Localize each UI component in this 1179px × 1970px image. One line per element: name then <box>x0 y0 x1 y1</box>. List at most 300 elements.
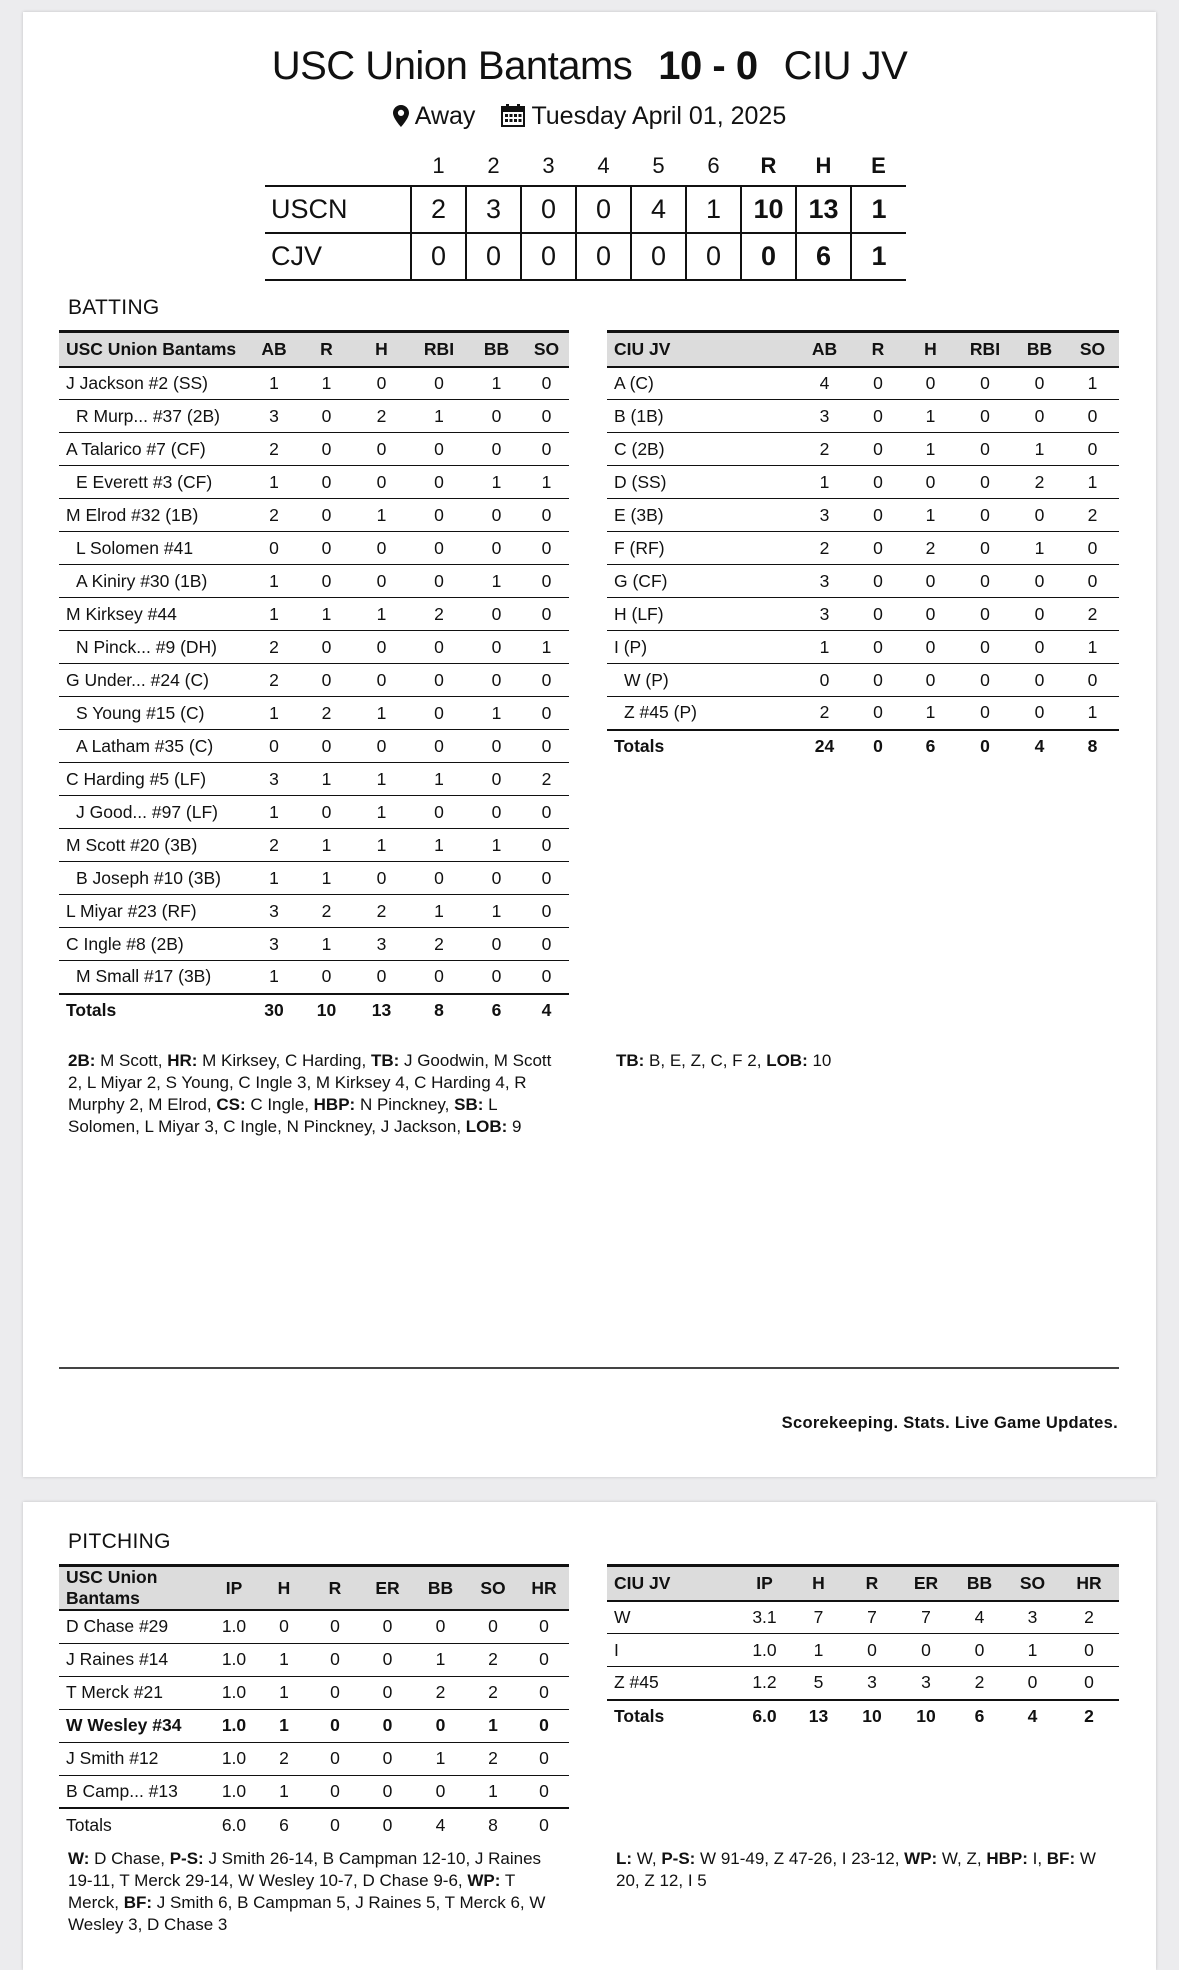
column-header: IP <box>737 1566 792 1601</box>
total-cell: 8 <box>467 1808 519 1841</box>
table-row <box>59 1742 569 1775</box>
table-row <box>607 664 1119 697</box>
stat-cell: 0 <box>354 532 409 565</box>
stat-cell: 1 <box>1066 367 1119 400</box>
stat-cell: 0 <box>354 433 409 466</box>
stat-cell: 0 <box>249 532 299 565</box>
stat-cell: 1 <box>249 598 299 631</box>
stat-cell: 0 <box>299 664 354 697</box>
stat-cell: 2 <box>249 433 299 466</box>
total-cell: 6 <box>259 1808 309 1841</box>
stat-cell: 1 <box>1013 532 1066 565</box>
stat-cell: 2 <box>414 1676 467 1709</box>
stat-cell: 0 <box>1066 400 1119 433</box>
table-row <box>59 928 569 961</box>
table-row <box>59 499 569 532</box>
stat-cell: 1 <box>409 829 469 862</box>
table-row <box>59 664 569 697</box>
player-name: W (P) <box>607 664 797 697</box>
linescore-cell: 1 <box>851 233 906 280</box>
stat-cell: 0 <box>469 400 524 433</box>
column-header: USC Union Bantams <box>59 332 249 367</box>
stat-cell: 1 <box>904 400 957 433</box>
total-cell: 13 <box>354 994 409 1027</box>
stat-cell: 1 <box>469 565 524 598</box>
player-name: A Latham #35 (C) <box>59 730 249 763</box>
stat-cell: 0 <box>1059 1667 1119 1700</box>
pitching-card <box>23 1502 1156 1970</box>
stat-cell: 0 <box>524 532 569 565</box>
total-cell: 0 <box>852 730 904 763</box>
player-name: B Camp... #13 <box>59 1775 209 1808</box>
stat-cell: 0 <box>1013 400 1066 433</box>
stat-cell: 2 <box>904 532 957 565</box>
player-name: H (LF) <box>607 598 797 631</box>
stat-cell: 5 <box>792 1667 845 1700</box>
stat-cell: 0 <box>1066 565 1119 598</box>
column-header: CIU JV <box>607 1566 737 1601</box>
stat-cell: 0 <box>1059 1634 1119 1667</box>
stat-cell: 1 <box>469 697 524 730</box>
stat-cell: 1 <box>797 466 852 499</box>
stat-cell: 0 <box>957 565 1013 598</box>
stat-cell: 7 <box>899 1601 953 1634</box>
column-header: R <box>852 332 904 367</box>
table-row <box>607 565 1119 598</box>
stat-cell: 0 <box>904 598 957 631</box>
stat-cell: 1 <box>249 466 299 499</box>
stat-cell: 0 <box>299 466 354 499</box>
stat-cell: 2 <box>1066 499 1119 532</box>
stat-cell: 0 <box>414 1775 467 1808</box>
table-row <box>59 895 569 928</box>
game-location: Away <box>414 102 476 130</box>
stat-cell: 1 <box>299 598 354 631</box>
total-cell: 30 <box>249 994 299 1027</box>
stat-cell: 1 <box>469 895 524 928</box>
stat-cell: 1 <box>249 367 299 400</box>
stat-cell: 0 <box>361 1610 414 1643</box>
table-row <box>607 499 1119 532</box>
stat-cell: 0 <box>309 1775 361 1808</box>
away-batting-notes: TB: B, E, Z, C, F 2, LOB: 10 <box>616 1051 832 1070</box>
player-name: M Kirksey #44 <box>59 598 249 631</box>
stat-cell: 0 <box>354 367 409 400</box>
stat-cell: 0 <box>524 829 569 862</box>
total-cell: 13 <box>792 1700 845 1733</box>
stat-cell: 0 <box>797 664 852 697</box>
stat-cell: 1.0 <box>209 1676 259 1709</box>
home-batting-notes: 2B: M Scott, HR: M Kirksey, C Harding, TB: J Goodwin, M Scott 2, L Miyar 2, S Young, C Ingle 3, M Kirksey 4, C Harding 4, R Murphy 2, M Elrod, CS: C Ingle, HBP: N Pinckney, SB: L Solomen, L Miyar 3, C Ingle, N Pinckney, J Jackson, LOB: 9 <box>68 1051 552 1136</box>
stat-cell: 0 <box>1066 532 1119 565</box>
table-row <box>607 631 1119 664</box>
stat-cell: 1.0 <box>209 1643 259 1676</box>
total-cell: 10 <box>845 1700 899 1733</box>
table-row <box>607 367 1119 400</box>
stat-cell: 1 <box>259 1643 309 1676</box>
player-name: T Merck #21 <box>59 1676 209 1709</box>
stat-cell: 0 <box>524 499 569 532</box>
stat-cell: 0 <box>249 730 299 763</box>
stat-cell: 1 <box>904 433 957 466</box>
stat-cell: 1.0 <box>209 1742 259 1775</box>
stat-cell: 0 <box>409 499 469 532</box>
stat-cell: 0 <box>299 400 354 433</box>
stat-cell: 0 <box>524 433 569 466</box>
stat-cell: 2 <box>249 664 299 697</box>
stat-cell: 0 <box>957 433 1013 466</box>
column-header: R <box>309 1566 361 1611</box>
stat-cell: 1 <box>299 829 354 862</box>
player-name: J Smith #12 <box>59 1742 209 1775</box>
stat-cell: 1 <box>1066 631 1119 664</box>
table-row <box>59 631 569 664</box>
stat-cell: 0 <box>524 565 569 598</box>
stat-cell: 2 <box>249 829 299 862</box>
stat-cell: 2 <box>797 697 852 730</box>
column-header: H <box>354 332 409 367</box>
stat-cell: 1 <box>524 631 569 664</box>
stat-cell: 0 <box>524 961 569 994</box>
table-row <box>59 400 569 433</box>
stat-cell: 0 <box>469 796 524 829</box>
stat-cell: 1 <box>354 598 409 631</box>
table-row <box>59 1676 569 1709</box>
stat-cell: 0 <box>524 730 569 763</box>
stat-cell: 0 <box>519 1742 569 1775</box>
stat-cell: 1 <box>354 763 409 796</box>
stat-cell: 3 <box>249 928 299 961</box>
table-row <box>59 433 569 466</box>
player-name: J Raines #14 <box>59 1643 209 1676</box>
linescore-team: USCN <box>265 186 411 233</box>
away-batting-table <box>607 330 1119 763</box>
boxscore-card <box>23 12 1156 1477</box>
linescore-header: E <box>871 152 886 178</box>
column-header: HR <box>519 1566 569 1611</box>
stat-cell: 3 <box>845 1667 899 1700</box>
stat-cell: 1 <box>299 928 354 961</box>
divider <box>59 1367 1119 1369</box>
stat-cell: 0 <box>957 400 1013 433</box>
table-row <box>59 598 569 631</box>
table-row <box>59 1775 569 1808</box>
stat-cell: 1 <box>354 829 409 862</box>
stat-cell: 0 <box>852 631 904 664</box>
player-name: A Kiniry #30 (1B) <box>59 565 249 598</box>
linescore-header: 2 <box>487 152 500 178</box>
linescore-header: 5 <box>652 152 665 178</box>
stat-cell: 1 <box>249 796 299 829</box>
stat-cell: 1 <box>467 1709 519 1742</box>
stat-cell: 0 <box>469 631 524 664</box>
stat-cell: 1 <box>1006 1634 1059 1667</box>
total-cell: 0 <box>361 1808 414 1841</box>
linescore-header: R <box>760 152 777 178</box>
stat-cell: 0 <box>1006 1667 1059 1700</box>
stat-cell: 0 <box>409 532 469 565</box>
stat-cell: 2 <box>409 598 469 631</box>
stat-cell: 0 <box>852 400 904 433</box>
total-cell: 0 <box>957 730 1013 763</box>
column-header: SO <box>524 332 569 367</box>
stat-cell: 2 <box>259 1742 309 1775</box>
linescore-cell: 0 <box>576 186 631 233</box>
column-header: H <box>792 1566 845 1601</box>
stat-cell: 1 <box>414 1742 467 1775</box>
stat-cell: 1 <box>354 697 409 730</box>
player-name: A (C) <box>607 367 797 400</box>
stat-cell: 0 <box>309 1742 361 1775</box>
player-name: M Elrod #32 (1B) <box>59 499 249 532</box>
stat-cell: 0 <box>354 631 409 664</box>
stat-cell: 0 <box>1013 565 1066 598</box>
stat-cell: 0 <box>469 664 524 697</box>
stat-cell: 0 <box>299 499 354 532</box>
stat-cell: 0 <box>409 664 469 697</box>
total-cell: 10 <box>299 994 354 1027</box>
player-name: J Jackson #2 (SS) <box>59 367 249 400</box>
stat-cell: 2 <box>797 433 852 466</box>
stat-cell: 0 <box>957 697 1013 730</box>
totals-row <box>59 994 569 1027</box>
calendar-icon <box>501 104 525 134</box>
stat-cell: 0 <box>409 367 469 400</box>
table-row <box>607 697 1119 730</box>
linescore-cell: 0 <box>631 233 686 280</box>
stat-cell: 0 <box>409 631 469 664</box>
total-cell: 24 <box>797 730 852 763</box>
stat-cell: 1 <box>1066 466 1119 499</box>
stat-cell: 1 <box>469 829 524 862</box>
stat-cell: 0 <box>957 631 1013 664</box>
table-row <box>59 697 569 730</box>
totals-label: Totals <box>607 730 797 763</box>
column-header: SO <box>1006 1566 1059 1601</box>
stat-cell: 0 <box>467 1610 519 1643</box>
linescore-cell: 0 <box>466 233 521 280</box>
stat-cell: 0 <box>845 1634 899 1667</box>
total-cell: 0 <box>519 1808 569 1841</box>
linescore-cell: 0 <box>521 186 576 233</box>
away-pitching-table <box>607 1564 1119 1733</box>
stat-cell: 1 <box>524 466 569 499</box>
stat-cell: 0 <box>409 730 469 763</box>
stat-cell: 0 <box>409 796 469 829</box>
stat-cell: 1.0 <box>209 1709 259 1742</box>
player-name: M Scott #20 (3B) <box>59 829 249 862</box>
stat-cell: 2 <box>409 928 469 961</box>
table-row <box>59 1610 569 1643</box>
linescore-header: 4 <box>597 152 610 178</box>
stat-cell: 7 <box>845 1601 899 1634</box>
stat-cell: 0 <box>299 631 354 664</box>
stat-cell: 0 <box>852 367 904 400</box>
location-pin-icon <box>393 105 409 134</box>
player-name: E Everett #3 (CF) <box>59 466 249 499</box>
player-name: B Joseph #10 (3B) <box>59 862 249 895</box>
game-title <box>23 44 1156 89</box>
player-name: C Harding #5 (LF) <box>59 763 249 796</box>
linescore-row <box>265 233 906 280</box>
player-name: A Talarico #7 (CF) <box>59 433 249 466</box>
stat-cell: 1 <box>249 697 299 730</box>
stat-cell: 0 <box>309 1709 361 1742</box>
stat-cell: 0 <box>469 433 524 466</box>
stat-cell: 2 <box>249 499 299 532</box>
stat-cell: 0 <box>524 367 569 400</box>
stat-cell: 0 <box>852 697 904 730</box>
stat-cell: 1 <box>259 1676 309 1709</box>
table-row <box>59 862 569 895</box>
player-name: J Good... #97 (LF) <box>59 796 249 829</box>
stat-cell: 0 <box>852 466 904 499</box>
home-pitching-table <box>59 1564 569 1841</box>
player-name: S Young #15 (C) <box>59 697 249 730</box>
stat-cell: 1 <box>1066 697 1119 730</box>
stat-cell: 0 <box>469 961 524 994</box>
totals-row <box>607 730 1119 763</box>
table-row <box>59 961 569 994</box>
player-name: G Under... #24 (C) <box>59 664 249 697</box>
total-cell: 8 <box>409 994 469 1027</box>
column-header: CIU JV <box>607 332 797 367</box>
stat-cell: 2 <box>467 1643 519 1676</box>
stat-cell: 0 <box>519 1610 569 1643</box>
total-cell: 4 <box>414 1808 467 1841</box>
stat-cell: 2 <box>299 697 354 730</box>
player-name: E (3B) <box>607 499 797 532</box>
total-cell: 0 <box>309 1808 361 1841</box>
stat-cell: 0 <box>1066 664 1119 697</box>
player-name: M Small #17 (3B) <box>59 961 249 994</box>
column-header: SO <box>1066 332 1119 367</box>
home-team-name: USC Union Bantams <box>271 44 633 88</box>
total-cell: 6 <box>904 730 957 763</box>
linescore-cell: 3 <box>466 186 521 233</box>
stat-cell: 1 <box>904 499 957 532</box>
stat-cell: 0 <box>469 598 524 631</box>
stat-cell: 0 <box>361 1742 414 1775</box>
stat-cell: 1 <box>792 1634 845 1667</box>
away-pitching-notes: L: W, P-S: W 91-49, Z 47-26, I 23-12, WP: W, Z, HBP: I, BF: W 20, Z 12, I 5 <box>616 1849 1096 1890</box>
total-cell: 4 <box>1013 730 1066 763</box>
stat-cell: 2 <box>1013 466 1066 499</box>
player-name: L Solomen #41 <box>59 532 249 565</box>
stat-cell: 0 <box>409 565 469 598</box>
stat-cell: 0 <box>299 532 354 565</box>
stat-cell: 0 <box>519 1709 569 1742</box>
column-header: HR <box>1059 1566 1119 1601</box>
stat-cell: 0 <box>409 862 469 895</box>
stat-cell: 1 <box>409 895 469 928</box>
totals-label: Totals <box>59 1808 209 1841</box>
stat-cell: 0 <box>309 1676 361 1709</box>
stat-cell: 0 <box>852 532 904 565</box>
player-name: W <box>607 1601 737 1634</box>
stat-cell: 0 <box>852 598 904 631</box>
home-pitching-notes: W: D Chase, P-S: J Smith 26-14, B Campman 12-10, J Raines 19-11, T Merck 29-14, W Wesley 10-7, D Chase 9-6, WP: T Merck, BF: J Smith 6, B Campman 5, J Raines 5, T Merck 6, W Wesley 3, D Chase 3 <box>68 1849 546 1934</box>
linescore-row <box>265 186 906 233</box>
stat-cell: 0 <box>852 499 904 532</box>
table-row <box>59 367 569 400</box>
table-row <box>59 1643 569 1676</box>
stat-cell: 1 <box>249 862 299 895</box>
linescore-table <box>265 146 906 281</box>
player-name: I <box>607 1634 737 1667</box>
stat-cell: 0 <box>409 466 469 499</box>
table-row <box>59 565 569 598</box>
stat-cell: 0 <box>361 1775 414 1808</box>
stat-cell: 0 <box>414 1709 467 1742</box>
player-name: D Chase #29 <box>59 1610 209 1643</box>
player-name: F (RF) <box>607 532 797 565</box>
linescore-cell: 0 <box>741 233 796 280</box>
stat-cell: 0 <box>957 367 1013 400</box>
player-name: C (2B) <box>607 433 797 466</box>
stat-cell: 1.2 <box>737 1667 792 1700</box>
column-header: USC Union Bantams <box>59 1566 209 1611</box>
column-header: RBI <box>957 332 1013 367</box>
batting-section-title: BATTING <box>68 296 160 319</box>
stat-cell: 0 <box>524 796 569 829</box>
stat-cell: 0 <box>524 895 569 928</box>
column-header: ER <box>361 1566 414 1611</box>
stat-cell: 1 <box>249 961 299 994</box>
column-header: AB <box>797 332 852 367</box>
stat-cell: 0 <box>469 928 524 961</box>
stat-cell: 1.0 <box>737 1634 792 1667</box>
table-row <box>607 532 1119 565</box>
column-header: BB <box>414 1566 467 1611</box>
stat-cell: 3 <box>249 400 299 433</box>
player-name: D (SS) <box>607 466 797 499</box>
total-cell: 6 <box>953 1700 1006 1733</box>
stat-cell: 0 <box>354 862 409 895</box>
player-name: R Murp... #37 (2B) <box>59 400 249 433</box>
player-name: W Wesley #34 <box>59 1709 209 1742</box>
game-date: Tuesday April 01, 2025 <box>531 102 787 130</box>
stat-cell: 0 <box>524 697 569 730</box>
table-row <box>59 532 569 565</box>
stat-cell: 7 <box>792 1601 845 1634</box>
table-row <box>59 763 569 796</box>
stat-cell: 2 <box>299 895 354 928</box>
stat-cell: 1 <box>299 763 354 796</box>
stat-cell: 0 <box>469 499 524 532</box>
player-name: G (CF) <box>607 565 797 598</box>
stat-cell: 0 <box>409 961 469 994</box>
stat-cell: 3 <box>797 499 852 532</box>
stat-cell: 4 <box>953 1601 1006 1634</box>
column-header: H <box>904 332 957 367</box>
table-row <box>59 829 569 862</box>
stat-cell: 0 <box>299 730 354 763</box>
stat-cell: 1 <box>797 631 852 664</box>
total-cell: 10 <box>899 1700 953 1733</box>
total-cell: 6.0 <box>737 1700 792 1733</box>
stat-cell: 1 <box>354 796 409 829</box>
stat-cell: 0 <box>904 565 957 598</box>
column-header: R <box>299 332 354 367</box>
table-row <box>59 796 569 829</box>
stat-cell: 0 <box>361 1709 414 1742</box>
stat-cell: 0 <box>957 499 1013 532</box>
stat-cell: 0 <box>299 796 354 829</box>
stat-cell: 2 <box>354 895 409 928</box>
stat-cell: 0 <box>409 697 469 730</box>
column-header: BB <box>1013 332 1066 367</box>
